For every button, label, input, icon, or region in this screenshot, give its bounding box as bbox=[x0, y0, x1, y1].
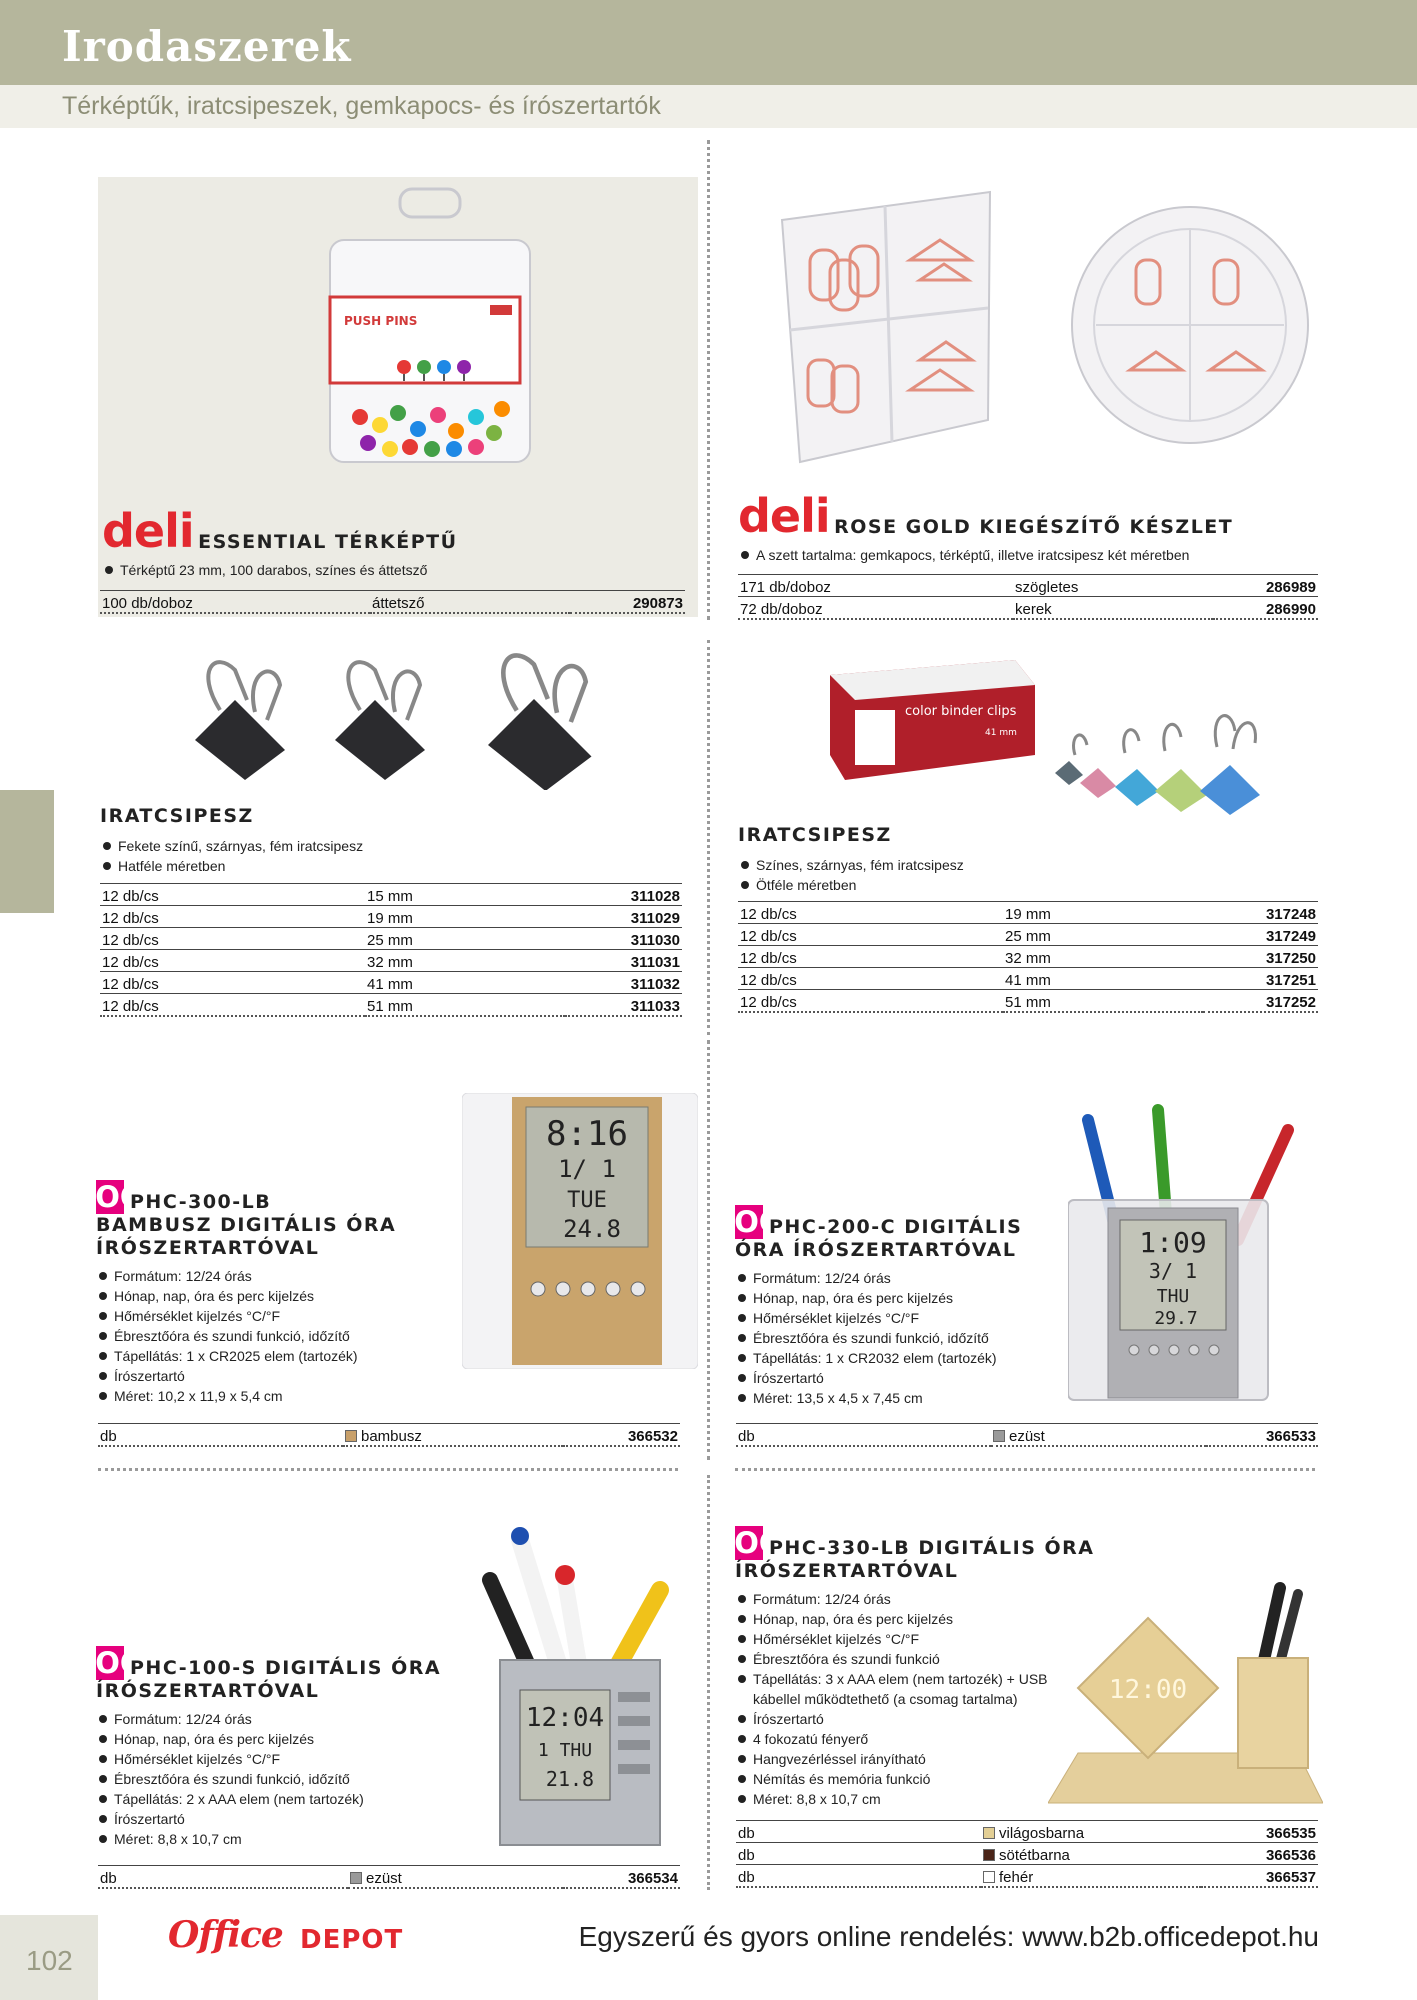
too-logo: TOO bbox=[75, 1180, 145, 1214]
feature-item: Tápellátás: 1 x CR2032 elem (tartozék) bbox=[735, 1348, 1135, 1368]
feature-item: Hónap, nap, óra és perc kijelzés bbox=[735, 1609, 1065, 1629]
box-label-text: color binder clips bbox=[905, 704, 1017, 719]
feature-item: Ébresztőóra és szundi funkció bbox=[735, 1649, 1065, 1669]
spec-table bbox=[738, 901, 1318, 1013]
color-swatch bbox=[983, 1849, 995, 1861]
feature-item: Hatféle méretben bbox=[100, 856, 680, 876]
table-row: 171 db/doboz szögletes 286989 bbox=[738, 575, 1318, 597]
feature-item: Hőmérséklet kijelzés °C/°F bbox=[96, 1306, 496, 1326]
clock-day: THU bbox=[1156, 1286, 1190, 1307]
clock-date: 1 THU bbox=[537, 1740, 593, 1761]
table-row: 100 db/doboz áttetsző 290873 bbox=[100, 591, 685, 613]
color-swatch bbox=[983, 1871, 995, 1883]
feature-item: Formátum: 12/24 órás bbox=[96, 1709, 496, 1729]
table-row: 12 db/cs 19 mm 311029 bbox=[100, 906, 682, 928]
product-title: ÍRÓSZERTARTÓVAL bbox=[735, 1560, 959, 1582]
phc300-card bbox=[75, 1180, 496, 1406]
feature-item: Hőmérséklet kijelzés °C/°F bbox=[735, 1629, 1065, 1649]
column-divider bbox=[707, 640, 710, 1035]
deli-logo: deli bbox=[102, 504, 194, 558]
feature-item: Írószertartó bbox=[735, 1709, 1065, 1729]
feature-item: Ébresztőóra és szundi funkció, időzítő bbox=[96, 1326, 496, 1346]
box-size-text: 41 mm bbox=[985, 728, 1017, 738]
table-row: 12 db/cs 32 mm 317250 bbox=[738, 946, 1318, 968]
product-title: ESSENTIAL TÉRKÉPTŰ bbox=[198, 531, 458, 553]
push-pins-card bbox=[102, 504, 682, 580]
clock-day: TUE bbox=[567, 1188, 607, 1213]
clock-temp: 21.8 bbox=[545, 1767, 595, 1791]
phc100-card bbox=[75, 1646, 496, 1849]
table-row: db bambusz 366532 bbox=[98, 1424, 680, 1446]
color-swatch bbox=[983, 1827, 995, 1839]
clock-time: 12:00 bbox=[1108, 1675, 1188, 1705]
product-title: PHC-200-C DIGITÁLIS bbox=[769, 1216, 1023, 1238]
table-row: 12 db/cs 51 mm 317252 bbox=[738, 990, 1318, 1012]
feature-item: Hangvezérléssel irányítható bbox=[735, 1749, 1065, 1769]
table-row: 72 db/doboz kerek 286990 bbox=[738, 597, 1318, 619]
section-tab bbox=[0, 790, 54, 913]
page-title: Irodaszerek bbox=[62, 22, 352, 71]
feature-item: Fekete színű, szárnyas, fém iratcsipesz bbox=[100, 836, 680, 856]
binder-color-photo bbox=[825, 655, 1285, 815]
feature-item: Hónap, nap, óra és perc kijelzés bbox=[96, 1286, 496, 1306]
deli-logo: deli bbox=[738, 489, 830, 543]
table-row: db ezüst 366534 bbox=[98, 1866, 680, 1888]
page-number-box bbox=[0, 1915, 98, 2000]
feature-item: 4 fokozatú fényerő bbox=[735, 1729, 1065, 1749]
footer-slogan: Egyszerű és gyors online rendelés: www.b2b.officedepot.hu bbox=[578, 1921, 1319, 1952]
spec-table bbox=[98, 1423, 680, 1447]
spec-table bbox=[736, 1820, 1318, 1888]
clock-time: 12:04 bbox=[525, 1703, 605, 1733]
product-title: BAMBUSZ DIGITÁLIS ÓRA bbox=[96, 1214, 397, 1236]
table-row: 12 db/cs 19 mm 317248 bbox=[738, 902, 1318, 924]
table-row: db sötétbarna 366536 bbox=[736, 1843, 1318, 1865]
feature-item: Ébresztőóra és szundi funkció, időzítő bbox=[96, 1769, 496, 1789]
table-row: db fehér 366537 bbox=[736, 1865, 1318, 1887]
too-logo: TOO bbox=[714, 1526, 784, 1560]
table-row: 12 db/cs 25 mm 311030 bbox=[100, 928, 682, 950]
feature-item: Színes, szárnyas, fém iratcsipesz bbox=[738, 855, 1318, 875]
color-swatch bbox=[993, 1430, 1005, 1442]
page-number: 102 bbox=[26, 1945, 73, 1976]
clock-time: 1:09 bbox=[1139, 1226, 1207, 1259]
feature-item: Méret: 10,2 x 11,9 x 5,4 cm bbox=[96, 1386, 496, 1406]
product-title: PHC-300-LB bbox=[130, 1191, 272, 1213]
binder-black-card bbox=[100, 805, 680, 876]
product-title: PHC-330-LB DIGITÁLIS ÓRA bbox=[769, 1537, 1095, 1559]
feature-item: Tápellátás: 3 x AAA elem (nem tartozék) + USB kábellel működtethető (a csomag tartalma) bbox=[735, 1669, 1065, 1709]
feature-item: Méret: 8,8 x 10,7 cm bbox=[96, 1829, 496, 1849]
too-logo: TOO bbox=[75, 1646, 145, 1680]
feature-item: Írószertartó bbox=[96, 1366, 496, 1386]
table-row: db ezüst 366533 bbox=[736, 1424, 1318, 1446]
rose-gold-card bbox=[738, 489, 1328, 565]
feature-item: Írószertartó bbox=[735, 1368, 1135, 1388]
feature-item: Hónap, nap, óra és perc kijelzés bbox=[735, 1288, 1135, 1308]
column-divider bbox=[707, 1040, 710, 1460]
product-title: ÍRÓSZERTARTÓVAL bbox=[96, 1237, 320, 1259]
spec-table bbox=[738, 574, 1318, 620]
product-title: PHC-100-S DIGITÁLIS ÓRA bbox=[130, 1657, 442, 1679]
table-row: 12 db/cs 41 mm 311032 bbox=[100, 972, 682, 994]
table-row: 12 db/cs 15 mm 311028 bbox=[100, 884, 682, 906]
row-divider bbox=[735, 1468, 1315, 1471]
page-subtitle: Térképtűk, iratcsipeszek, gemkapocs- és írószertartók bbox=[62, 92, 661, 120]
phc330-card bbox=[714, 1526, 1155, 1809]
feature-item: Hőmérséklet kijelzés °C/°F bbox=[735, 1308, 1135, 1328]
product-title: ÓRA ÍRÓSZERTARTÓVAL bbox=[735, 1239, 1017, 1261]
table-row: 12 db/cs 25 mm 317249 bbox=[738, 924, 1318, 946]
spec-table bbox=[98, 1865, 680, 1889]
feature-item: Írószertartó bbox=[96, 1809, 496, 1829]
feature-item: Térképtű 23 mm, 100 darabos, színes és áttetsző bbox=[102, 560, 682, 580]
feature-item: Méret: 13,5 x 4,5 x 7,45 cm bbox=[735, 1388, 1135, 1408]
table-row: 12 db/cs 32 mm 311031 bbox=[100, 950, 682, 972]
column-divider bbox=[707, 140, 710, 620]
feature-item: Némítás és memória funkció bbox=[735, 1769, 1065, 1789]
table-row: db világosbarna 366535 bbox=[736, 1821, 1318, 1843]
row-divider bbox=[98, 1468, 678, 1471]
clock-temp: 24.8 bbox=[563, 1215, 621, 1243]
spec-table bbox=[100, 590, 685, 614]
feature-item: Tápellátás: 2 x AAA elem (nem tartozék) bbox=[96, 1789, 496, 1809]
feature-item: Hónap, nap, óra és perc kijelzés bbox=[96, 1729, 496, 1749]
office-depot-logo-depot: DEPOT bbox=[300, 1925, 404, 1955]
office-depot-logo: Office bbox=[168, 1914, 283, 1956]
column-divider bbox=[707, 1475, 710, 1890]
spec-table bbox=[100, 883, 682, 1017]
feature-item: Tápellátás: 1 x CR2025 elem (tartozék) bbox=[96, 1346, 496, 1366]
feature-item: Ébresztőóra és szundi funkció, időzítő bbox=[735, 1328, 1135, 1348]
color-swatch bbox=[350, 1872, 362, 1884]
rose-gold-photo bbox=[770, 180, 1330, 480]
feature-item: Hőmérséklet kijelzés °C/°F bbox=[96, 1749, 496, 1769]
product-title: ÍRÓSZERTARTÓVAL bbox=[96, 1680, 320, 1702]
product-title: ROSE GOLD KIEGÉSZÍTŐ KÉSZLET bbox=[834, 516, 1234, 538]
feature-item: Méret: 8,8 x 10,7 cm bbox=[735, 1789, 1065, 1809]
clock-time: 8:16 bbox=[546, 1114, 628, 1154]
phc300-photo bbox=[462, 1093, 698, 1369]
phc100-photo bbox=[470, 1520, 690, 1850]
feature-item: Formátum: 12/24 órás bbox=[735, 1589, 1065, 1609]
binder-black-photo bbox=[175, 640, 635, 790]
binder-color-card bbox=[738, 824, 1318, 895]
feature-item: Ötféle méretben bbox=[738, 875, 1318, 895]
clock-date: 1/ 1 bbox=[558, 1155, 616, 1183]
product-title: IRATCSIPESZ bbox=[738, 824, 892, 846]
phc200-card bbox=[714, 1205, 1135, 1408]
feature-item: Formátum: 12/24 órás bbox=[96, 1266, 496, 1286]
feature-item: A szett tartalma: gemkapocs, térképtű, illetve iratcsipesz két méretben bbox=[738, 545, 1328, 565]
box-label-text: PUSH PINS bbox=[344, 314, 418, 328]
feature-item: Formátum: 12/24 órás bbox=[735, 1268, 1135, 1288]
color-swatch bbox=[345, 1430, 357, 1442]
clock-temp: 29.7 bbox=[1154, 1308, 1198, 1329]
spec-table bbox=[736, 1423, 1318, 1447]
clock-date: 3/ 1 bbox=[1148, 1259, 1198, 1283]
table-row: 12 db/cs 41 mm 317251 bbox=[738, 968, 1318, 990]
product-title: IRATCSIPESZ bbox=[100, 805, 254, 827]
table-row: 12 db/cs 51 mm 311033 bbox=[100, 994, 682, 1016]
too-logo: TOO bbox=[714, 1205, 784, 1239]
